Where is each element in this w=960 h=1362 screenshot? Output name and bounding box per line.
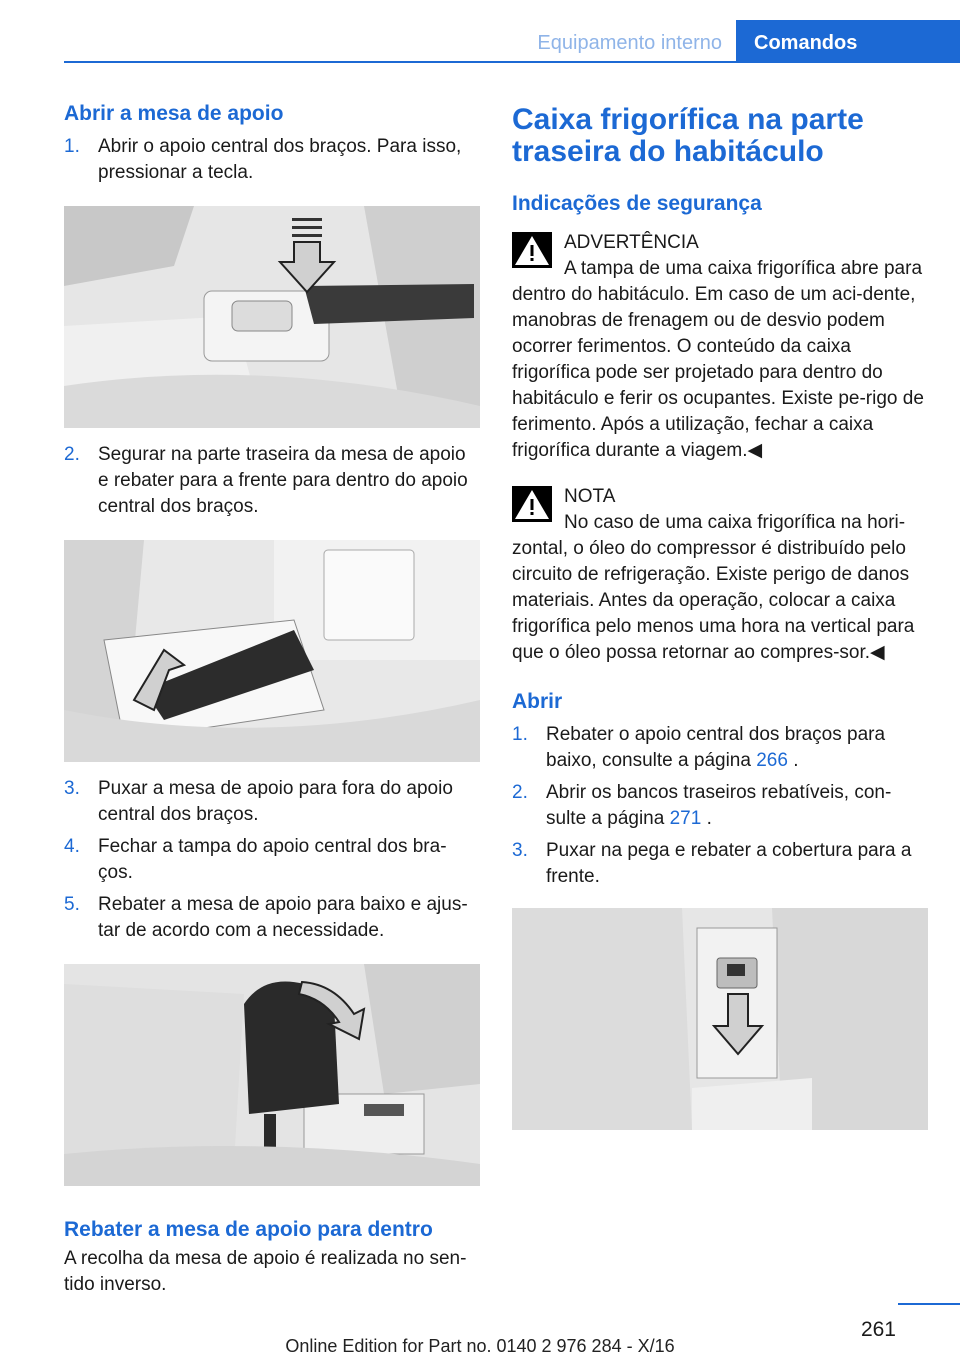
warning-triangle-icon: [512, 232, 552, 268]
step-number: 5.: [64, 894, 80, 915]
open-heading: Abrir: [512, 690, 563, 713]
safety-heading: Indicações de segurança: [512, 192, 762, 215]
step-number: 3.: [512, 840, 528, 861]
step-text: Puxar na pega e rebater a cobertura para a frente.: [546, 840, 912, 887]
edition-footer: Online Edition for Part no. 0140 2 976 284 - X/16: [285, 1336, 675, 1356]
steps-open-a: [64, 134, 480, 186]
fold-table-text: A recolha da mesa de apoio é realizada no sen‐tido inverso.: [64, 1248, 467, 1295]
step-text: Abrir os bancos traseiros rebatíveis, con‐sulte a página: [546, 782, 892, 829]
step-number: 1.: [64, 136, 80, 157]
right-column: [512, 100, 928, 1130]
step-item: 2. Abrir os bancos traseiros rebatíveis, con‐sulte a página 271 .: [512, 782, 892, 829]
left-column: [64, 100, 480, 1298]
step-number: 3.: [64, 778, 80, 799]
step-item: 1. Rebater o apoio central dos braços para baixo, consulte a página 266 .: [512, 724, 886, 771]
step-item: [64, 892, 480, 944]
step-number: 4.: [64, 836, 80, 857]
section-title: Equipamento interno: [537, 32, 722, 54]
step-item: [64, 776, 480, 828]
header-rule: [64, 61, 960, 63]
chapter-tab[interactable]: Comandos: [736, 20, 960, 63]
note-label: NOTA: [564, 486, 616, 507]
warning-block: [512, 230, 928, 256]
warning-text: A tampa de uma caixa frigorífica abre para dentro do habitáculo. Em caso de um aci‐dente, manobras de frenagem ou de desvio podem ocorrer ferimentos. O conteúdo da caixa frigorífica pode ser projetado para dentro do habitáculo e ferir os ocupantes. Existe pe‐rigo de ferimento. Após a utilização, fechar a caixa frigorífica durante a viagem.◀: [512, 258, 924, 461]
step-number: 2.: [64, 444, 80, 465]
cooler-photo: [512, 908, 928, 1130]
step-text: Abrir o apoio central dos braços. Para isso, pressionar a tecla.: [98, 136, 462, 183]
step-item: [64, 442, 480, 520]
step-text: Segurar na parte traseira da mesa de apoio e rebater para a frente para dentro do apoio central dos braços.: [98, 444, 468, 517]
step-item: [64, 134, 480, 186]
step-item: [64, 834, 480, 886]
page-number: 261: [860, 1318, 896, 1341]
armrest-photo-2: [64, 540, 480, 762]
caution-triangle-icon: [512, 486, 552, 522]
armrest-photo-1: [64, 206, 480, 428]
cooler-heading: Caixa frigorífica na parte traseira do habitáculo: [512, 103, 864, 168]
warning-label: ADVERTÊNCIA: [564, 232, 699, 253]
step-number: 1.: [512, 724, 528, 745]
note-block: [512, 484, 928, 510]
step-number: 2.: [512, 782, 528, 803]
fold-table-heading: Rebater a mesa de apoio para dentro: [64, 1218, 433, 1241]
step-text: Rebater o apoio central dos braços para baixo, consulte a página: [546, 724, 886, 771]
page-link-271[interactable]: 271: [669, 808, 702, 829]
step-text: Fechar a tampa do apoio central dos bra‐ços.: [98, 836, 447, 883]
page-header: [0, 0, 960, 64]
page-number-rule: [898, 1303, 960, 1305]
step-text: Rebater a mesa de apoio para baixo e ajus‐tar de acordo com a necessidade.: [98, 894, 468, 941]
step-text: Puxar a mesa de apoio para fora do apoio central dos braços.: [98, 778, 453, 825]
open-table-heading: Abrir a mesa de apoio: [64, 102, 284, 125]
page-link-266[interactable]: 266: [756, 750, 788, 771]
armrest-photo-3: [64, 964, 480, 1186]
step-item: [512, 838, 928, 890]
steps-open-b: [64, 442, 480, 520]
note-text: No caso de uma caixa frigorífica na hori‐zontal, o óleo do compressor é distribuído pelo circuito de refrigeração. Existe perigo de danos materiais. Antes da operação, colocar a caixa frigorífica pelo menos uma hora na vertical para que o óleo possa retornar ao compres‐sor.◀: [512, 512, 915, 663]
steps-open-c: [64, 776, 480, 944]
steps-cooler: [512, 722, 928, 890]
